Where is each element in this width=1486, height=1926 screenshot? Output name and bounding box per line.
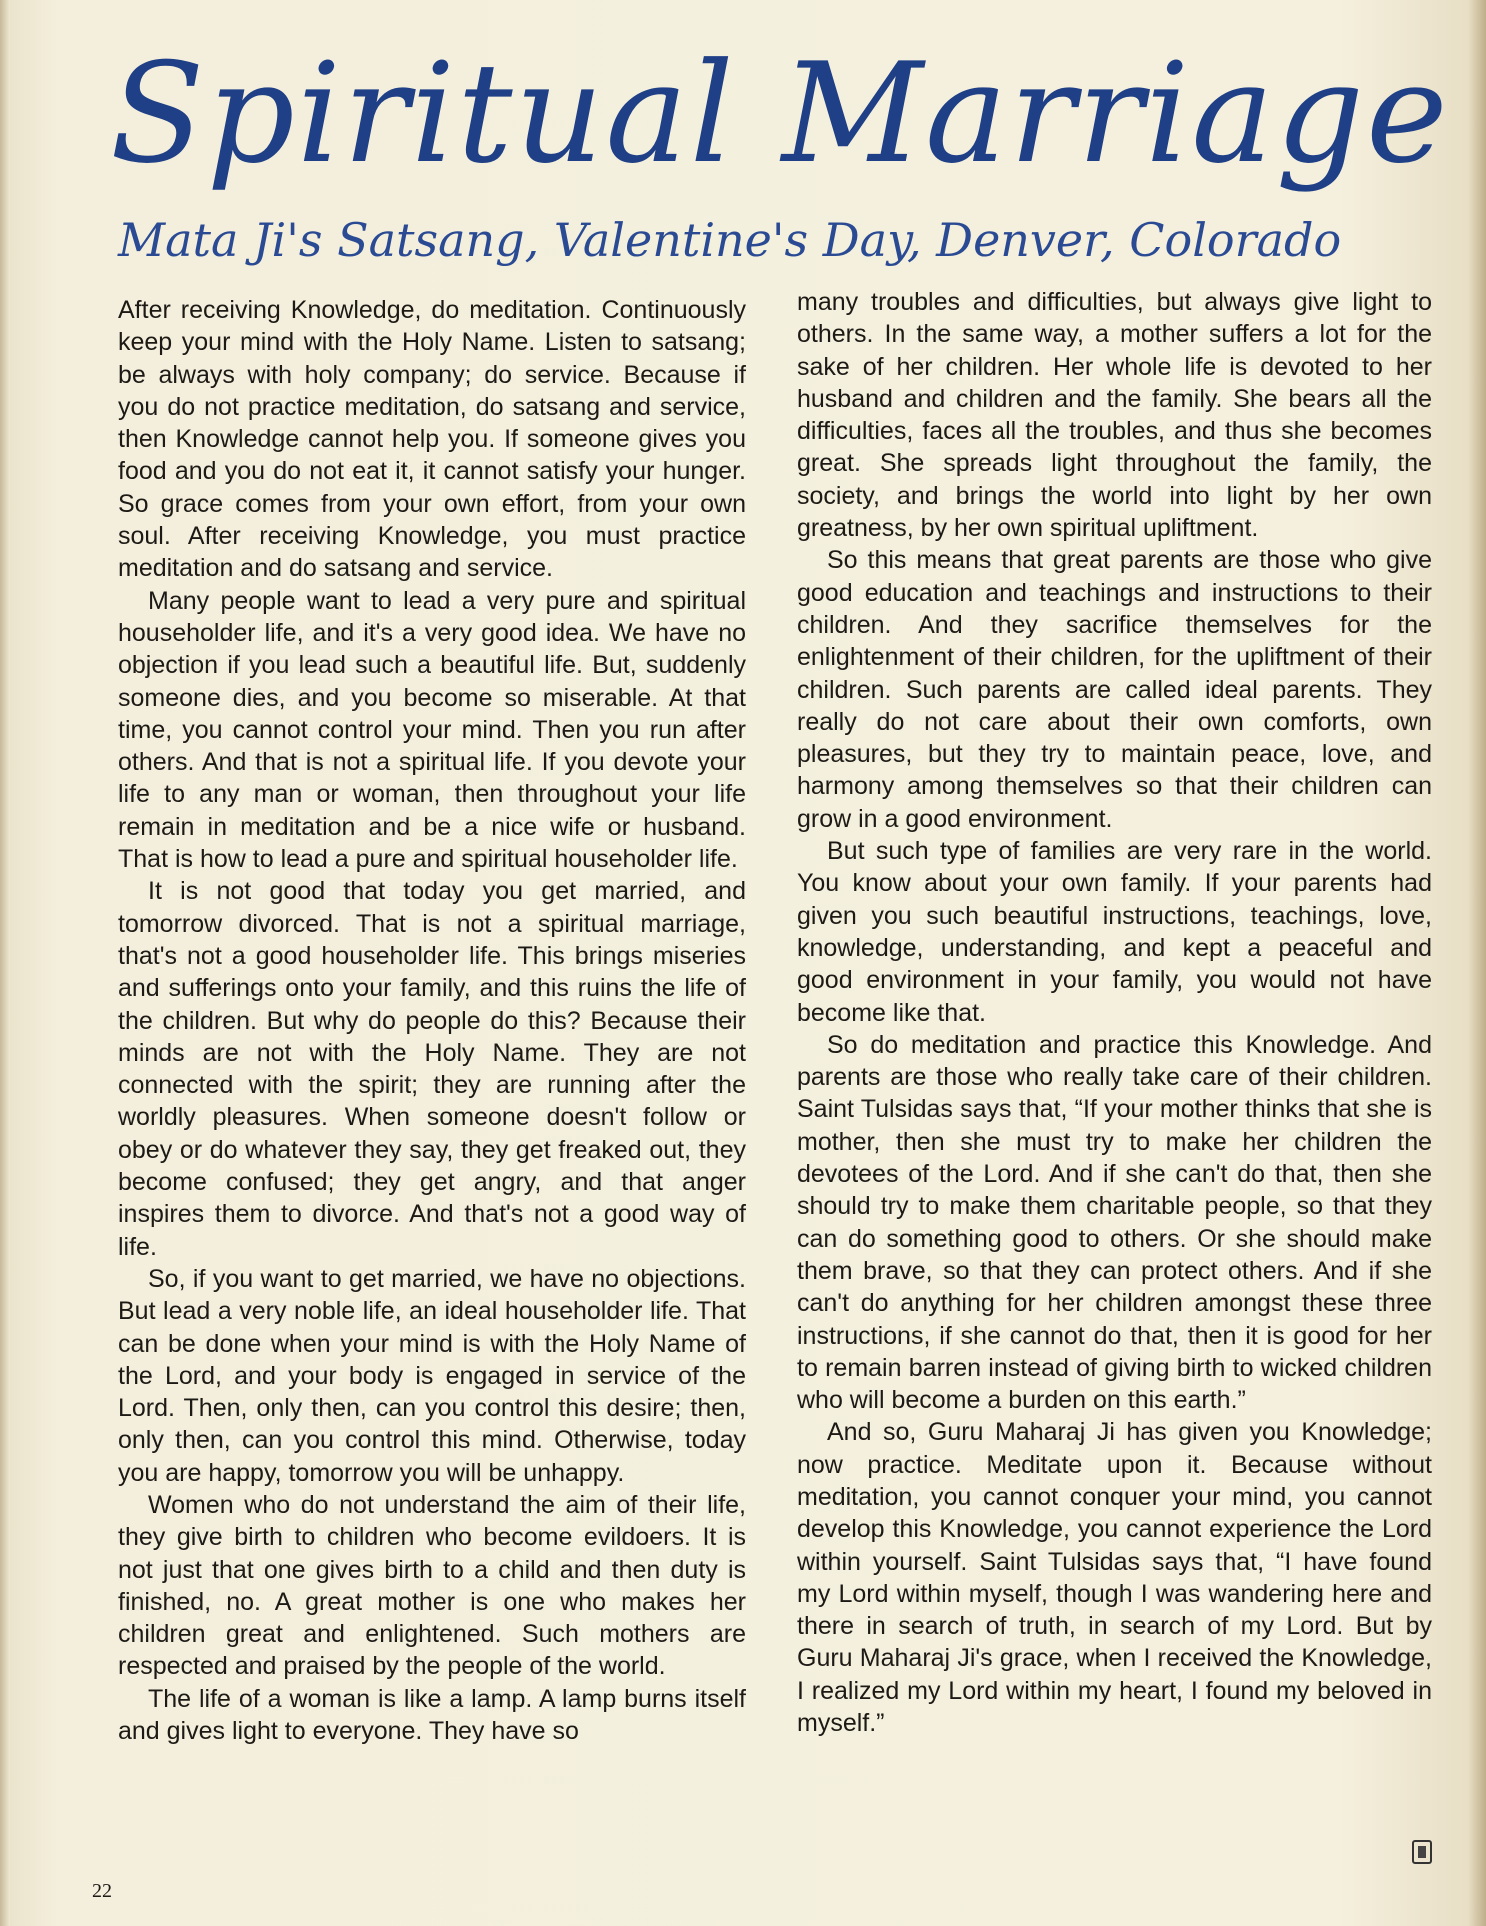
left-column [118,294,746,1747]
page-number: 22 [92,1880,112,1902]
paragraph: So this means that great parents are those who give good education and teachings and instructions to their children. And they sacrifice themselves for the enlightenment of their children, for the upliftment of their children. Such parents are called ideal parents. They really do not care about their own comforts, own pleasures, but they try to maintain peace, love, and harmony among themselves so that their children can grow in a good environment. [797,546,1432,833]
paragraph: Women who do not understand the aim of their life, they give birth to children who become evildoers. It is not just that one gives birth to a child and then duty is finished, no. A great mother is one who makes her children great and enlightened. Such mothers are respected and praised by the people of the world. [118,1490,746,1681]
article-subtitle: Mata Ji's Satsang, Valentine's Day, Denver, Colorado [118,213,1342,267]
binding-edge [0,0,10,1926]
paragraph: Many people want to lead a very pure and spiritual householder life, and it's a very good idea. We have no objection if you lead such a beautiful life. But, suddenly someone dies, and you become so miserable. At that time, you cannot control your mind. Then you run after others. And that is not a spiritual life. If you devote your life to any man or woman, then throughout your life remain in meditation and be a nice wife or husband. That is how to lead a pure and spiritual householder life. [118,586,746,874]
right-column [797,286,1432,1739]
paragraph: So, if you want to get married, we have no objections. But lead a very noble life, an ideal householder life. That can be done when your mind is with the Holy Name of the Lord, and your body is engaged in service of the Lord. Then, only then, can you control this desire; then, only then, can you control this mind. Otherwise, today you are happy, tomorrow you will be unhappy. [118,1264,746,1487]
paragraph: The life of a woman is like a lamp. A lamp burns itself and gives light to everyone. They have so [118,1684,746,1746]
paragraph: But such type of families are very rare in the world. You know about your own family. If your parents had given you such beautiful instructions, teachings, love, knowledge, understanding, and kept a peaceful and good environment in your family, you would not have become like that. [797,837,1432,1027]
end-of-article-icon [1412,1840,1432,1864]
paragraph: And so, Guru Maharaj Ji has given you Knowledge; now practice. Meditate upon it. Because without meditation, you cannot conquer your mind, you cannot develop this Knowledge, you cannot experience the Lord within yourself. Saint Tulsidas says that, “I have found my Lord within myself, though I was wandering here and there in search of truth, in search of my Lord. But by Guru Maharaj Ji's grace, when I received the Knowledge, I realized my Lord within my heart, I found my beloved in myself.” [797,1418,1432,1738]
paragraph: So do meditation and practice this Knowledge. And parents are those who really take care of their children. Saint Tulsidas says that, “If your mother thinks that she is mother, then she must try to make her children the devotees of the Lord. And if she can't do that, then she should try to make them charitable people, so that they can do something good to others. Or she should make them brave, so that they can protect others. And if she can't do anything for her children amongst these three instructions, if she cannot do that, then it is good for her to remain barren instead of giving birth to wicked children who will become a burden on this earth.” [797,1030,1432,1415]
paragraph: It is not good that today you get married, and tomorrow divorced. That is not a spiritual marriage, that's not a good householder life. This brings miseries and sufferings onto your family, and this ruins the life of the children. But why do people do this? Because their minds are not with the Holy Name. They are not connected with the spirit; they are running after the worldly pleasures. When someone doesn't follow or obey or do whatever they say, they get freaked out, they become confused; they get angry, and that anger inspires them to divorce. And that's not a good way of life. [118,877,746,1261]
article-title: Spiritual Marriage [110,33,1450,194]
paragraph: After receiving Knowledge, do meditation. Continuously keep your mind with the Holy Name. Listen to satsang; be always with holy company; do service. Because if you do not practice meditation, do satsang and service, then Knowledge cannot help you. If someone gives you food and you do not eat it, it cannot satisfy your hunger. So grace comes from your own effort, from your own soul. After receiving Knowledge, you must practice meditation and do satsang and service. [118,296,746,583]
page-edge [1468,0,1486,1926]
paragraph: many troubles and difficulties, but always give light to others. In the same way, a mother suffers a lot for the sake of her children. Her whole life is devoted to her husband and children and the family. She bears all the difficulties, faces all the troubles, and thus she becomes great. She spreads light throughout the family, the society, and brings the world into light by her own greatness, by her own spiritual upliftment. [797,288,1432,543]
